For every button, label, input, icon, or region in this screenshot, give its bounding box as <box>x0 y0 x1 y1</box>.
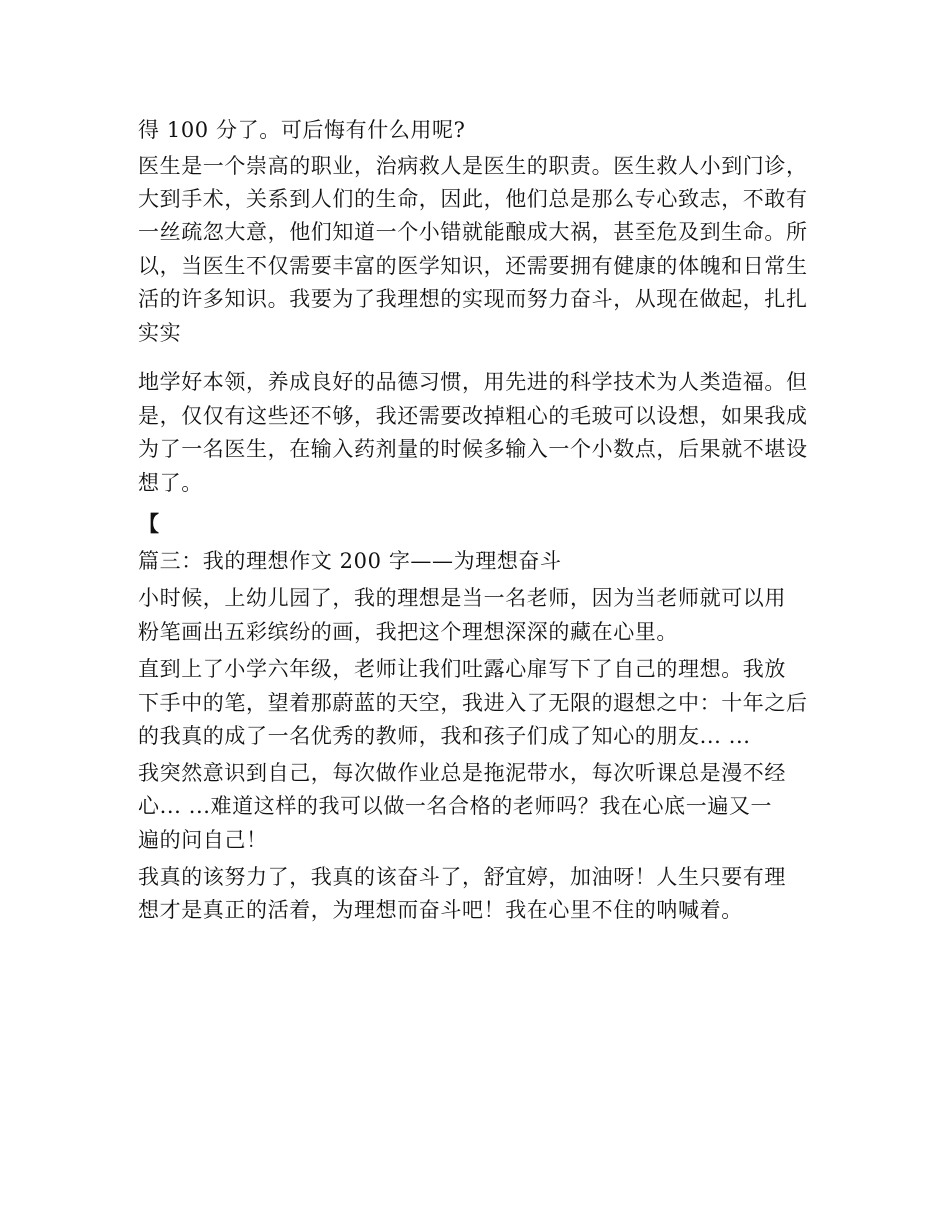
text-line: 活的许多知识。我要为了我理想的实现而努力奋斗，从现在做起，扎扎 <box>138 287 808 311</box>
text-line: 我突然意识到自己，每次做作业总是拖泥带水，每次听课总是漫不经 <box>138 761 786 785</box>
section-title: 篇三：我的理想作文 200 字——为理想奋斗 <box>138 549 562 573</box>
text-line: 是，仅仅有这些还不够，我还需要改掉粗心的毛玻可以设想，如果我成 <box>138 404 808 428</box>
text-line: 小时候，上幼儿园了，我的理想是当一名老师，因为当老师就可以用 <box>138 586 786 610</box>
text-line: 以，当医生不仅需要丰富的医学知识，还需要拥有健康的体魄和日常生 <box>138 254 808 278</box>
text-line: 想了。 <box>138 471 203 495</box>
text-line: 地学好本领，养成良好的品德习惯，用先进的科学技术为人类造福。但 <box>138 370 808 394</box>
text-line: 的我真的成了一名优秀的教师，我和孩子们成了知心的朋友... ... <box>138 724 751 748</box>
text-line: 心... ...难道这样的我可以做一名合格的老师吗？我在心底一遍又一 <box>138 794 773 818</box>
text-line: 为了一名医生，在输入药剂量的时候多输入一个小数点，后果就不堪设 <box>138 437 808 461</box>
text-line: 得 100 分了。可后悔有什么用呢? <box>138 118 466 142</box>
text-line: 大到手术，关系到人们的生命，因此，他们总是那么专心致志，不敢有 <box>138 187 808 211</box>
text-line: 想才是真正的活着，为理想而奋斗吧！我在心里不住的呐喊着。 <box>138 898 743 922</box>
text-line: 一丝疏忽大意，他们知道一个小错就能酿成大祸，甚至危及到生命。所 <box>138 220 808 244</box>
text-line: 我真的该努力了，我真的该奋斗了，舒宜婷，加油呀！人生只要有理 <box>138 865 786 889</box>
section-bracket: 【 <box>138 511 160 536</box>
text-line: 遍的问自己！ <box>138 828 268 852</box>
text-line: 直到上了小学六年级，老师让我们吐露心扉写下了自己的理想。我放 <box>138 657 786 681</box>
text-line: 下手中的笔，望着那蔚蓝的天空，我进入了无限的遐想之中：十年之后 <box>138 691 808 715</box>
text-line: 医生是一个崇高的职业，治病救人是医生的职责。医生救人小到门诊， <box>138 154 808 178</box>
text-line: 实实 <box>138 321 182 345</box>
text-line: 粉笔画出五彩缤纷的画，我把这个理想深深的藏在心里。 <box>138 620 678 644</box>
